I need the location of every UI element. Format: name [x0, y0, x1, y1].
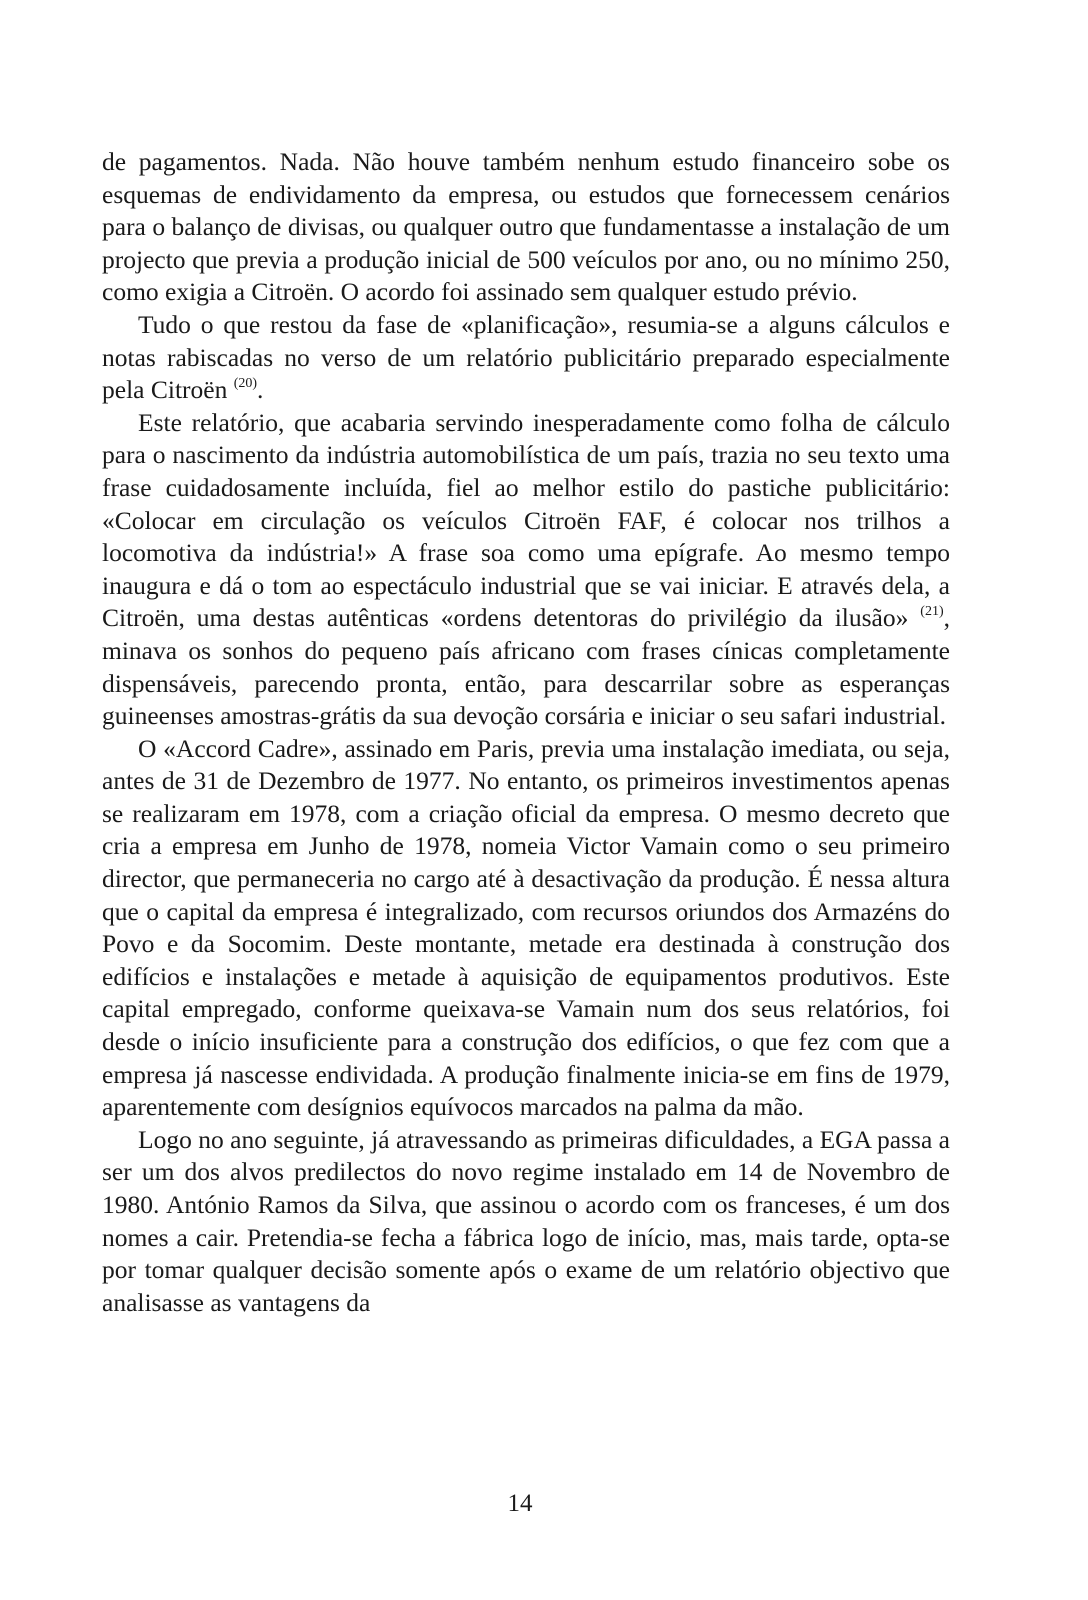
paragraph-5: Logo no ano seguinte, já atravessando as primeiras dificuldades, a EGA passa a ser um dos alvos predilectos do novo regime instalado em 14 de Novembro de 1980. António Ramos da Silva, que assinou o acordo com os franceses, é um dos nomes a cair. Pretendia-se fecha a fábrica logo de início, mas, mais tarde, opta-se por tomar qualquer decisão somente após o exame de um relatório objectivo que analisasse as vantagens da	[102, 1124, 950, 1317]
paragraph-3-end: , minava os sonhos do pequeno país africano com frases cínicas completamente dispensáveis, parecendo pronta, então, para descarrilar sobre as esperanças guineenses amostras-grátis da sua devoção corsária e iniciar o seu safari industrial.	[102, 603, 950, 731]
page-number: 14	[507, 1490, 533, 1517]
footnote-ref-21: (21)	[920, 604, 944, 620]
paragraph-4: O «Accord Cadre», assinado em Paris, previa uma instalação imediata, ou seja, antes de 31 de Dezembro de 1977. No entanto, os primeiros investimentos apenas se realizaram em 1978, com a criação oficial da empresa. O mesmo decreto que cria a empresa em Junho de 1978, nomeia Victor Vamain como o seu primeiro director, que permaneceria no cargo até à desactivação da produção. É nessa altura que o capital da empresa é integralizado, com recursos oriundos dos Armazéns do Povo e da Socomim. Deste montante, metade era destinada à construção dos edifícios e instalações e metade à aquisição de equipamentos produtivos. Este capital empregado, conforme queixava-se Vamain num dos seus relatórios, foi desde o início insuficiente para a construção dos edifícios, o que fez com que a empresa já nascesse endividada. A produção finalmente inicia-se em fins de 1979, aparentemente com desígnios equívocos marcados na palma da mão.	[102, 733, 950, 1122]
paragraph-3	[102, 407, 950, 733]
paragraph-2-text: Tudo o que restou da fase de «planificação», resumia-se a alguns cálculos e notas rabiscadas no verso de um relatório publicitário preparado especialmente pela Citroën	[102, 309, 950, 405]
document-body	[102, 146, 950, 1319]
paragraph-2-end: .	[257, 375, 264, 405]
paragraph-1: de pagamentos. Nada. Não houve também nenhum estudo financeiro sobe os esquemas de endividamento da empresa, ou estudos que fornecessem cenários para o balanço de divisas, ou qualquer outro que fundamentasse a instalação de um projecto que previa a produção inicial de 500 veículos por ano, ou no mínimo 250, como exigia a Citroën. O acordo foi assinado sem qualquer estudo prévio.	[102, 147, 950, 307]
paragraph-3-text: Este relatório, que acabaria servindo inesperadamente como folha de cálculo para o nascimento da indústria automobilística de um país, trazia no seu texto uma frase cuidadosamente incluída, fiel ao melhor estilo do pastiche publicitário: «Colocar em circulação os veículos Citroën FAF, é colocar nos trilhos a locomotiva da indústria!» A frase soa como uma epígrafe. Ao mesmo tempo inaugura e dá o tom ao espectáculo industrial que se vai iniciar. E através dela, a Citroën, uma destas autênticas «ordens detentoras do privilégio da ilusão»	[102, 407, 950, 633]
paragraph-2	[102, 309, 950, 407]
footnote-ref-20: (20)	[233, 376, 258, 392]
